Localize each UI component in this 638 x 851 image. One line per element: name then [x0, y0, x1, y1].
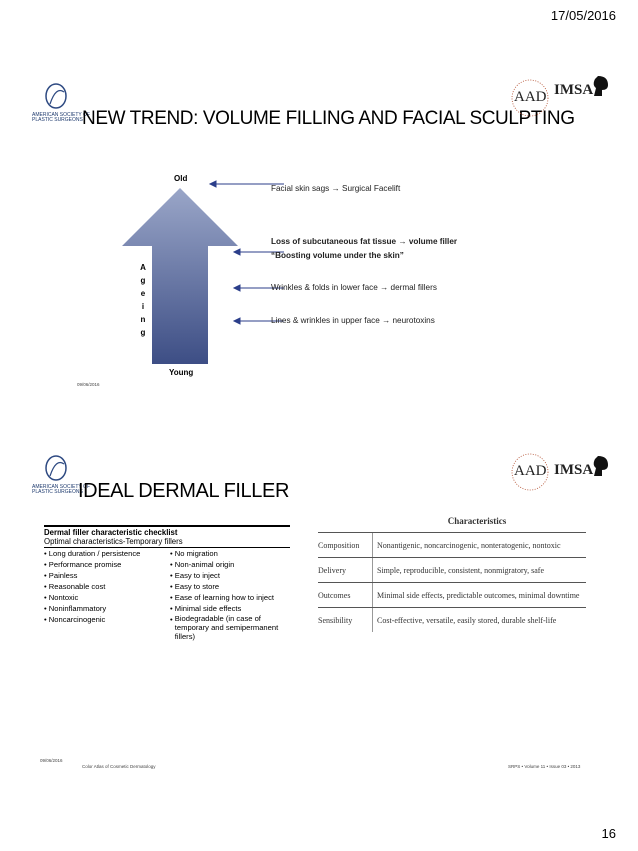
characteristics-table — [318, 512, 586, 632]
checklist-item: • Long duration / persistence — [44, 548, 141, 558]
checklist-item: • Noninflammatory — [44, 603, 107, 613]
page-number: 16 — [601, 826, 616, 841]
ageing-letter: e — [140, 289, 146, 298]
characteristics-header: Characteristics — [447, 516, 507, 526]
checklist-item: • Reasonable cost — [44, 581, 106, 591]
lower-face-text: Wrinkles & folds in lower face → dermal fillers — [271, 283, 437, 292]
row-value: Cost-effective, versatile, easily stored, durable shelf-life — [377, 615, 557, 625]
slide-1-footer-date: 09/06/2016 — [77, 382, 100, 387]
checklist-item: • Non-animal origin — [170, 559, 235, 569]
checklist-item: • Biodegradable (in case of temporary and semipermanent fillers) — [170, 613, 279, 641]
checklist-title: Dermal filler characteristic checklist — [44, 527, 178, 537]
row-value: Nonantigenic, noncarcinogenic, nonteratogenic, nontoxic — [377, 540, 561, 550]
slide-2-footer-date: 09/06/2016 — [40, 758, 63, 763]
young-label: Young — [169, 368, 194, 377]
slide-1 — [22, 58, 616, 388]
ageing-letter: n — [140, 315, 146, 324]
slide-1-title: NEW TREND: VOLUME FILLING AND FACIAL SCULPTING — [82, 108, 575, 129]
asps-line-1: AMERICAN SOCIETY OF — [32, 484, 90, 490]
row-label: Outcomes — [318, 590, 351, 600]
imsa-logo — [554, 462, 593, 479]
slide-2 — [22, 440, 616, 770]
checklist-left-column — [44, 548, 170, 641]
checklist-top-rule — [44, 525, 290, 527]
ageing-vertical-label — [138, 261, 148, 339]
checklist-subtitle: Optimal characteristics-Temporary fillers — [44, 536, 183, 546]
checklist-item: • Painless — [44, 570, 78, 580]
imsa-logo — [554, 82, 593, 99]
ageing-letter: A — [140, 263, 146, 272]
slide-2-footer-citation: SRPS • Volume 11 • Issue 03 • 2013 — [508, 764, 581, 769]
checklist-item: • Performance promise — [44, 559, 122, 569]
checklist-item: • Ease of learning how to inject — [170, 592, 274, 602]
slide-2-footer-source: Color Atlas of Cosmetic Dermatology — [82, 764, 156, 769]
fat-loss-text: Loss of subcutaneous fat tissue → volume filler — [271, 237, 458, 246]
aad-text: AAD — [514, 89, 547, 105]
table-row — [318, 558, 586, 582]
checklist-item: • No migration — [170, 548, 218, 558]
table-row — [318, 608, 586, 632]
checklist-item: • Easy to inject — [170, 570, 220, 580]
imsa-text: IMSA — [554, 82, 594, 98]
row-value: Minimal side effects, predictable outcomes, minimal downtime — [377, 590, 580, 600]
profile-silhouette-icon — [592, 456, 610, 476]
row-value: Simple, reproducible, consistent, nonmigratory, safe — [377, 565, 544, 575]
aad-logo — [510, 78, 550, 118]
slide-2-title: IDEAL DERMAL FILLER — [78, 480, 289, 502]
asps-emblem-icon — [40, 454, 76, 484]
old-label: Old — [174, 174, 188, 183]
asps-line-2: PLASTIC SURGEONS — [32, 489, 83, 495]
aad-logo — [510, 452, 550, 492]
table-row — [318, 583, 586, 607]
asps-emblem-icon — [40, 82, 76, 112]
profile-silhouette-icon — [592, 76, 610, 96]
row-label: Composition — [318, 540, 360, 550]
aad-text: AAD — [514, 463, 547, 479]
row-label: Delivery — [318, 565, 346, 575]
checklist-item: • Nontoxic — [44, 592, 79, 602]
filler-checklist — [44, 525, 290, 641]
table-row — [318, 533, 586, 557]
ageing-letter: g — [140, 328, 146, 337]
row-label: Sensibility — [318, 615, 353, 625]
ageing-letter: i — [141, 302, 145, 311]
header-date: 17/05/2016 — [550, 8, 616, 23]
facial-sags-text: Facial skin sags → Surgical Facelift — [271, 184, 401, 193]
imsa-text: IMSA — [554, 462, 594, 478]
upper-face-text: Lines & wrinkles in upper face → neurotoxins — [271, 316, 435, 325]
checklist-item: • Minimal side effects — [170, 603, 242, 613]
boosting-volume-text: “Boosting volume under the skin” — [271, 251, 404, 260]
asps-line-1: AMERICAN SOCIETY OF — [32, 112, 90, 118]
asps-line-2: PLASTIC SURGEONS — [32, 117, 83, 123]
checklist-item: • Noncarcinogenic — [44, 614, 106, 624]
checklist-item: • Easy to store — [170, 581, 220, 591]
checklist-right-column — [170, 548, 290, 641]
ageing-letter: g — [140, 276, 146, 285]
